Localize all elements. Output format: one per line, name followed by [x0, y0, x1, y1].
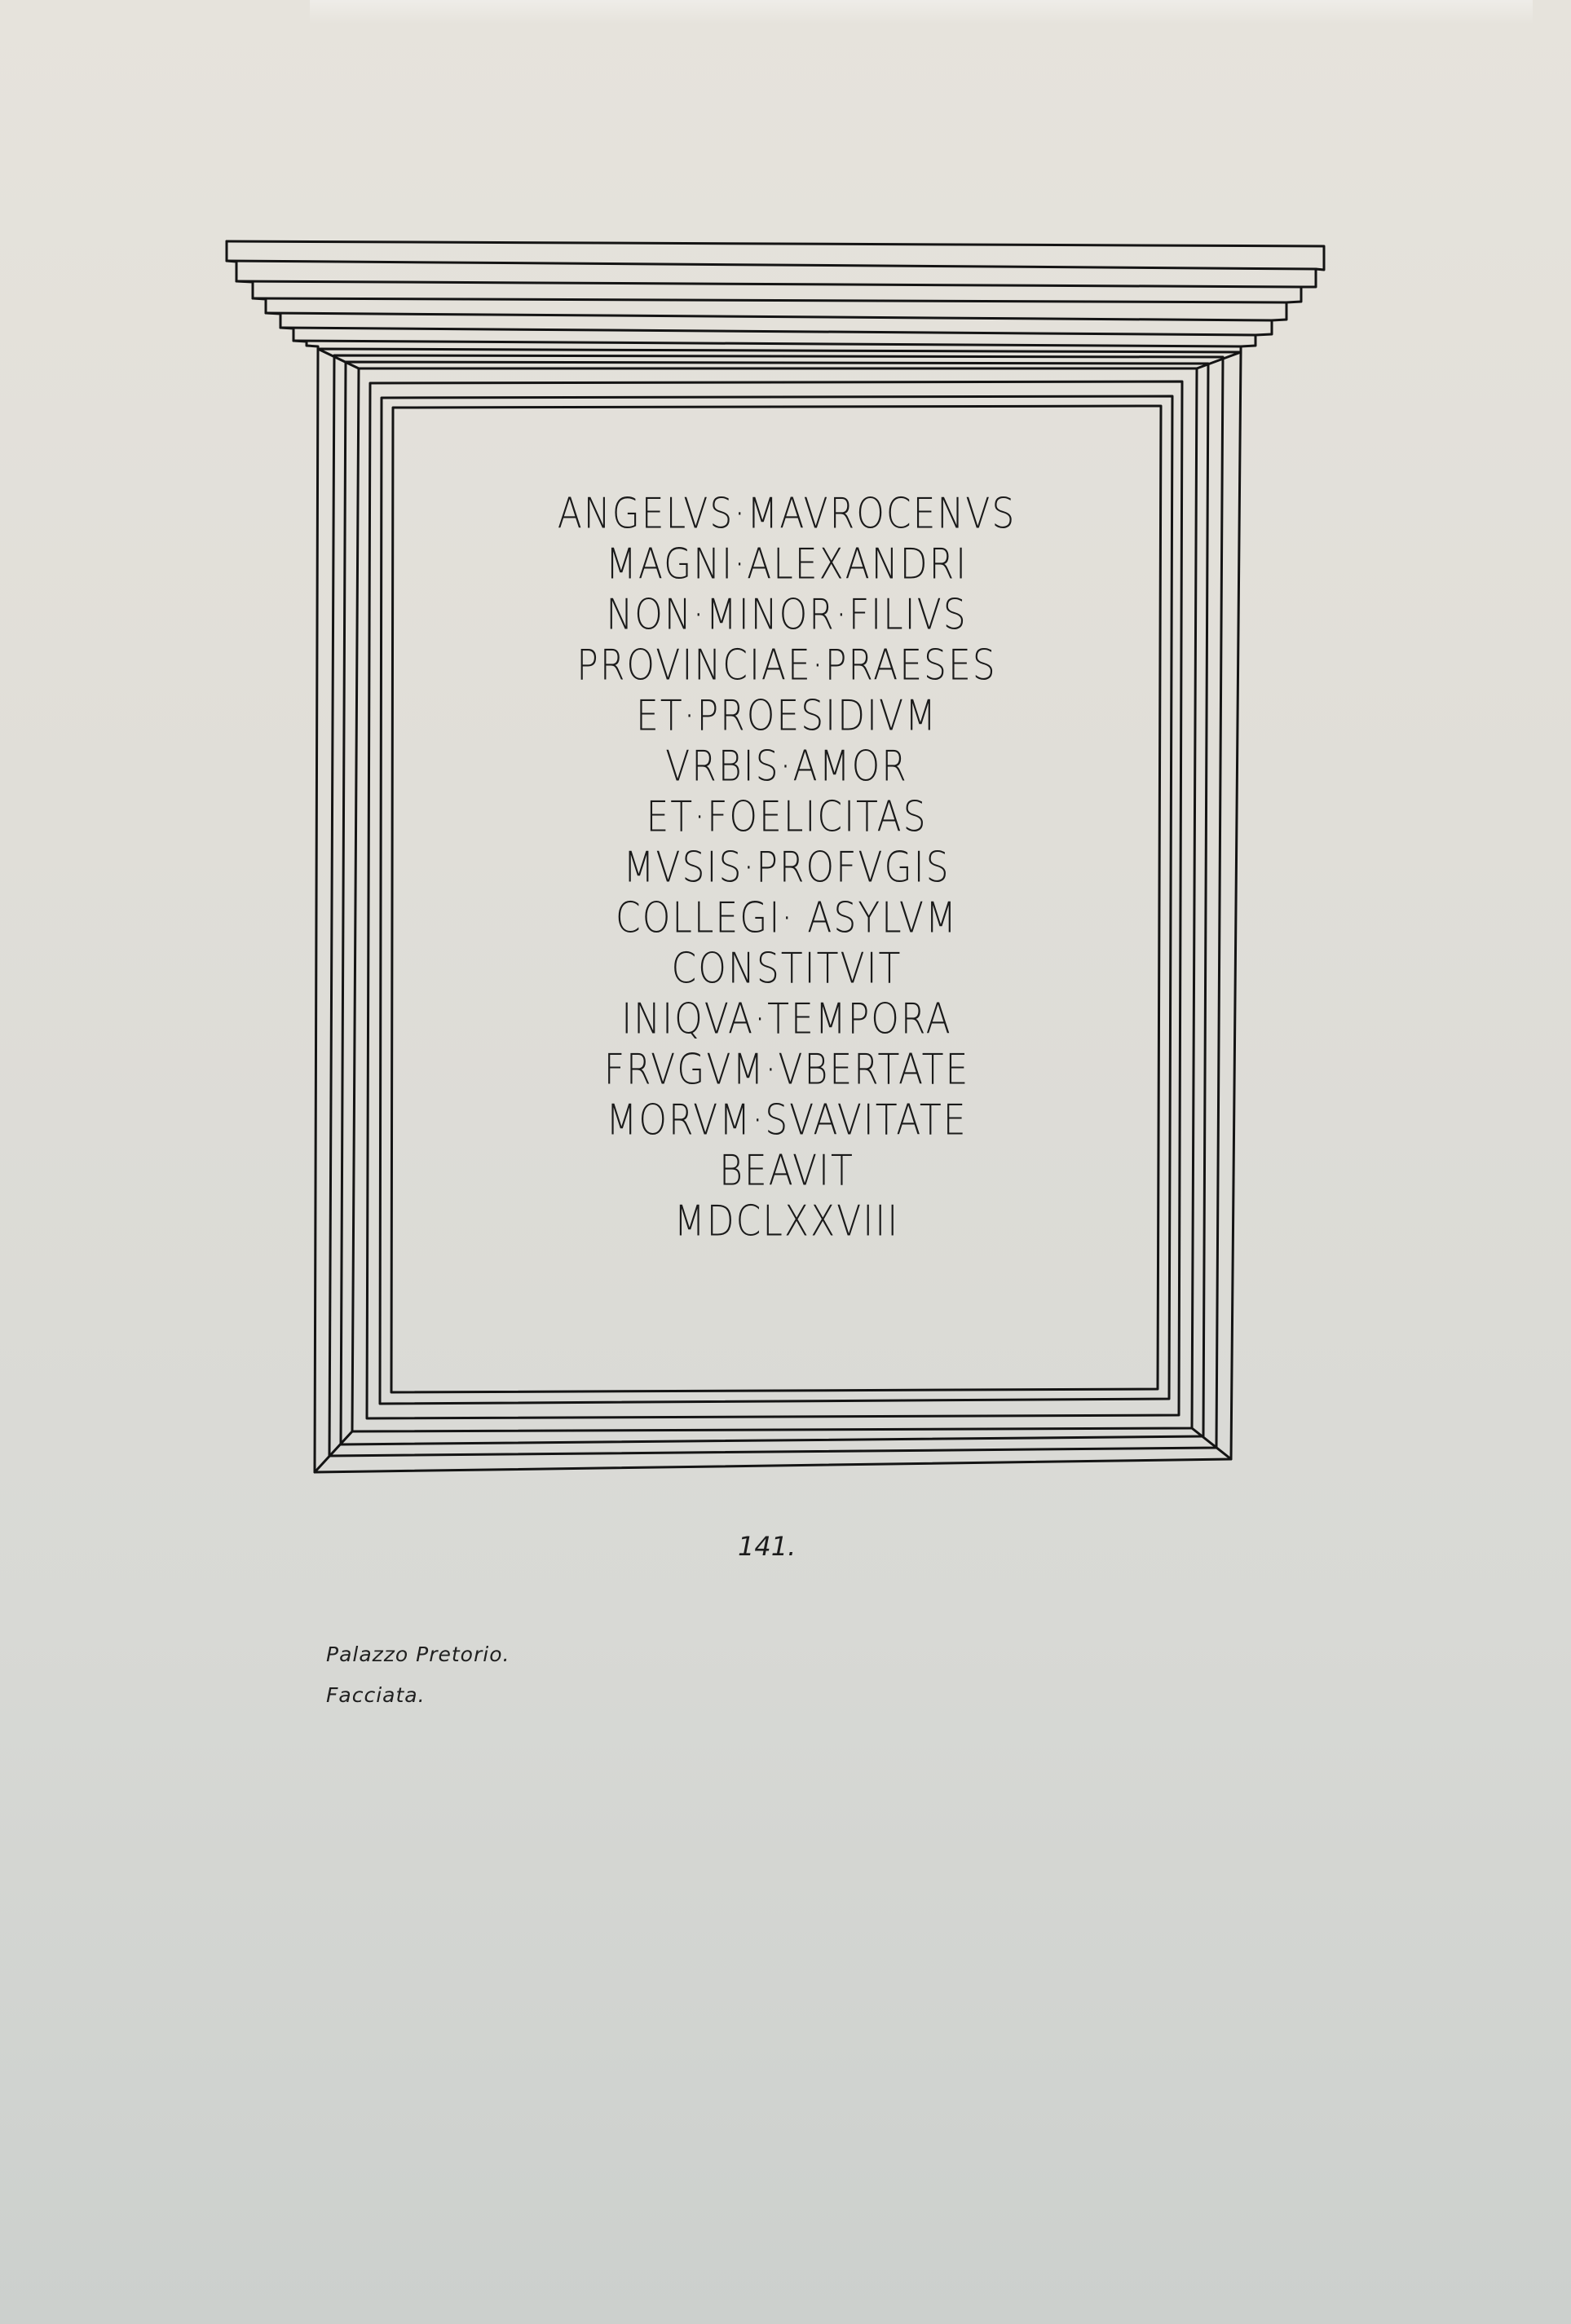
- inscription-line: ET·FOELICITAS: [646, 792, 928, 842]
- inscription-line: BEAVIT: [719, 1146, 854, 1196]
- caption-position: Facciata.: [326, 1683, 426, 1707]
- inscription-line: COLLEGI· ASYLVM: [616, 893, 958, 943]
- inscription-line: CONSTITVIT: [671, 944, 902, 994]
- inscription-line: INIQVA·TEMPORA: [621, 994, 952, 1044]
- inscription-line: MVSIS·PROFVGIS: [623, 843, 951, 893]
- plate-number: 141.: [738, 1531, 797, 1562]
- inscription-line: PROVINCIAE·PRAESES: [576, 641, 997, 690]
- inscription-line: ET·PROESIDIVM: [635, 691, 938, 741]
- caption: [326, 1634, 510, 1716]
- inscription-line: MAGNI·ALEXANDRI: [605, 540, 969, 589]
- inscription-line: MDCLXXVIII: [673, 1197, 900, 1246]
- inscription-line: MORVM·SVAVITATE: [606, 1096, 968, 1145]
- inscription-line: ANGELVS·MAVROCENVS: [557, 489, 1017, 539]
- inscription-line: FRVGVM·VBERTATE: [603, 1045, 970, 1095]
- cornice: [227, 241, 1324, 352]
- inscription-line: NON·MINOR·FILIVS: [606, 590, 968, 640]
- inscription-line: VRBIS·AMOR: [665, 742, 908, 792]
- inscription-text: [391, 489, 1182, 1247]
- caption-location: Palazzo Pretorio.: [326, 1643, 510, 1666]
